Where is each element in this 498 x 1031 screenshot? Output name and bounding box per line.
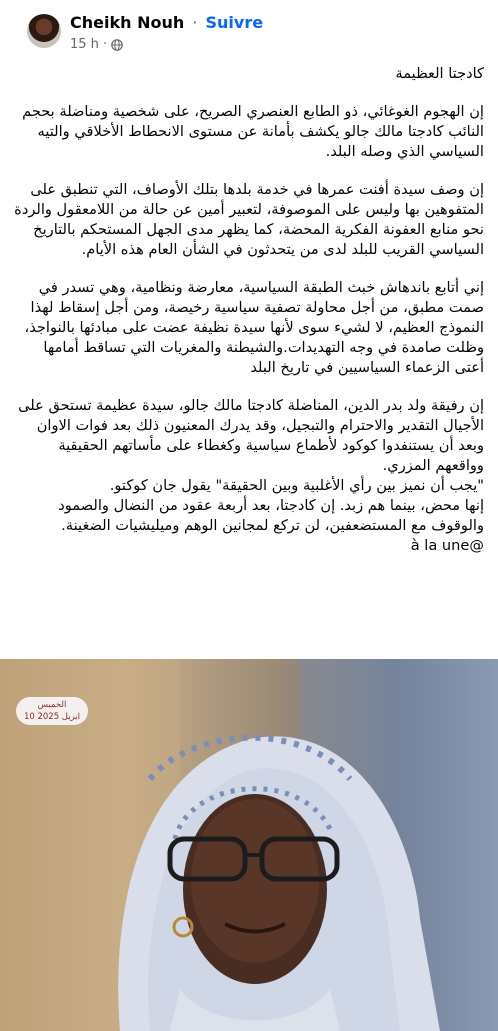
- post-photo[interactable]: [0, 659, 498, 1031]
- avatar[interactable]: [27, 14, 61, 48]
- post-paragraph-1: إن الهجوم الغوغائي، ذو الطابع العنصري الصريح، على شخصية ومناضلة بحجم النائب كادجتا مالك جالو يكشف بأمانة عن مستوى الانحطاط الأخلاقي والتيه السياسي الذي وصله البلد.: [22, 103, 484, 160]
- post-timestamp[interactable]: 15 h: [70, 37, 99, 52]
- post-header: [0, 0, 498, 60]
- date-full: 10 ابريل 2025: [23, 712, 81, 722]
- date-badge: [16, 697, 88, 725]
- globe-icon: [111, 39, 123, 51]
- author-name[interactable]: Cheikh Nouh: [70, 13, 185, 32]
- meta-separator: ·: [102, 37, 108, 52]
- post-paragraph-4: إن رفيقة ولد بدر الدين، المناضلة كادجتا مالك جالو، سيدة عظيمة تستحق على الأجيال التقدير والاحترام والتبجيل، وقد يدرك المعنيون ذلك بعد فوات الاوان وبعد أن يستنفدوا كوكود لأطماع سياسية وكغطاء على مأساتهم الحقيقية وواقعهم المزري. "يجب أن نميز بين رأي الأغلبية وبين الحقيقة" يقول جان كوكتو. إنها محض، بينما هم زبد. إن كادجتا، بعد أربعة عقود من النضال والصمود والوقوف مع المستضعفين، لن تركع لمجانين الوهم وميليشيات الضغينة.: [18, 397, 484, 534]
- post-paragraph-3: إني أتابع باندهاش خبث الطبقة السياسية، معارضة ونظامية، وهي تسدر في صمت مطبق، من أجل محاولة تصفية سياسية رخيصة، ومن أجل إسقاط لهذا النموذج العظيم، لا لشيء سوى لأنها سيدة نظيفة عضت على مبادئها بالنواجذ، وظلت صامدة في وجه التهديدات.والشيطنة والمغريات التي تساقط أمامها أعتى الزعماء السياسيين في تاريخ البلد: [24, 279, 484, 376]
- post-paragraph-2: إن وصف سيدة أفنت عمرها في خدمة بلدها بتلك الأوصاف، التي تنطبق على المتفوهين بها وليس على الموصوفة، لتعبير أمين عن حالة من اللامعقول والردة نحو منابع العفونة الفكرية المحضة، كما يظهر مدى الجهل المستحكم بالتاريخ السياسي القريب للبلد لدى من يتحدثون في الشأن العام هذه الأيام.: [14, 181, 484, 258]
- post-text: [14, 64, 484, 556]
- post-title: كادجتا العظيمة: [395, 65, 484, 82]
- author-row: [70, 13, 263, 35]
- date-weekday: الخميس: [37, 700, 67, 710]
- separator-dot: ·: [192, 13, 198, 32]
- follow-button[interactable]: Suivre: [205, 13, 264, 32]
- mention-link[interactable]: @à la une: [410, 537, 484, 554]
- post-meta: [70, 37, 123, 52]
